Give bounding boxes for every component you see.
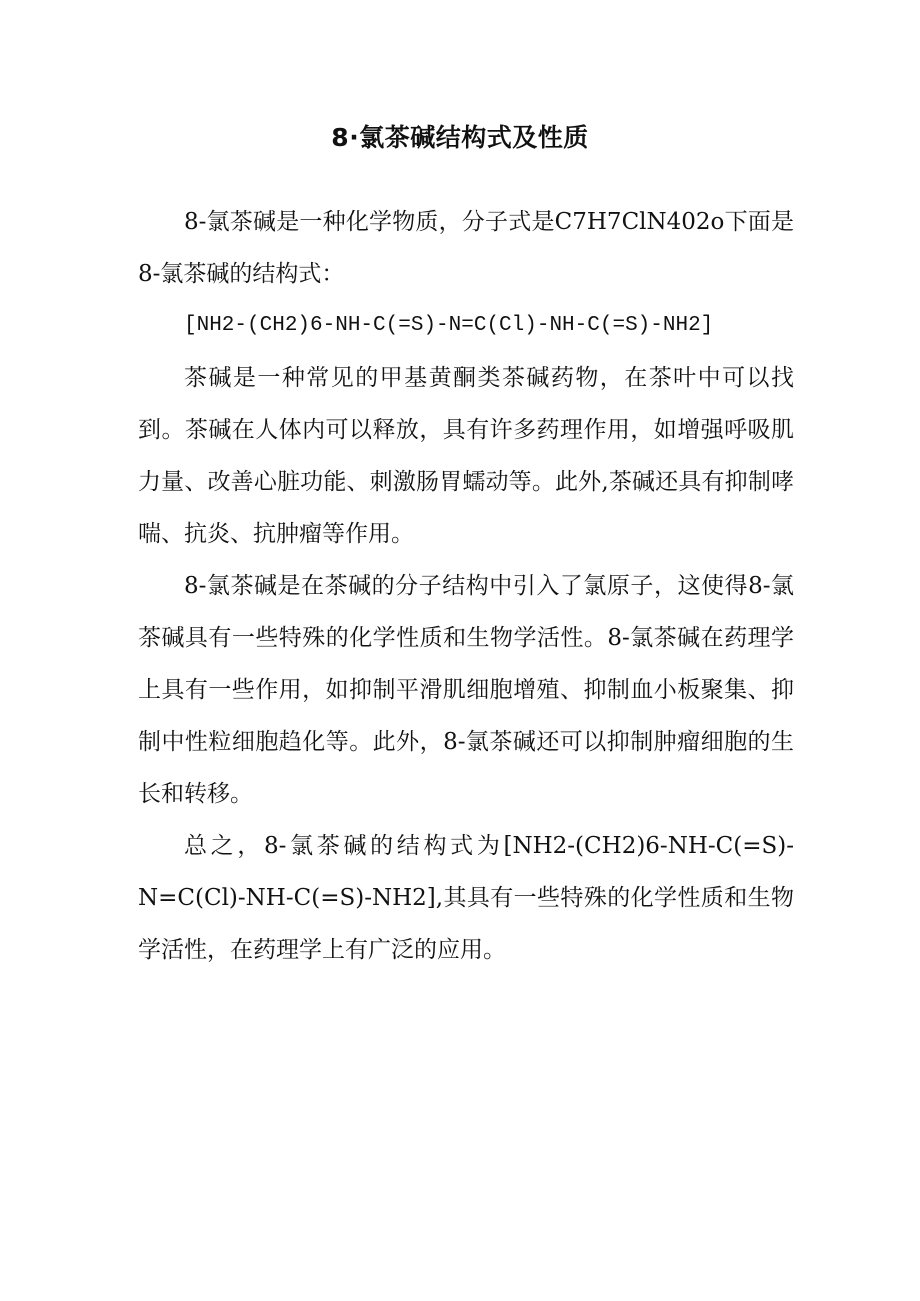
document-title: 8·氯茶碱结构式及性质 (331, 123, 589, 152)
paragraph-intro: 8-氯茶碱是一种化学物质，分子式是C7H7ClN402o下面是8-氯茶碱的结构式： (138, 209, 794, 287)
document-body (138, 196, 794, 976)
structural-formula: [NH2-(CH2)6-NH-C(=S)-N=C(Cl)-NH-C(=S)-NH2] (184, 314, 714, 337)
paragraph-theophylline: 茶碱是一种常见的甲基黄酮类茶碱药物，在茶叶中可以找到。茶碱在人体内可以释放，具有许多药理作用，如增强呼吸肌力量、改善心脏功能、刺激肠胃蠕动等。此外,茶碱还具有抑制哮喘、抗炎、抗肿瘤等作用。 (138, 365, 794, 547)
paragraph-8-chlorotheophylline: 8-氯茶碱是在茶碱的分子结构中引入了氯原子，这使得8-氯茶碱具有一些特殊的化学性质和生物学活性。8-氯茶碱在药理学上具有一些作用，如抑制平滑肌细胞增殖、抑制血小板聚集、抑制中性粒细胞趋化等。此外，8-氯茶碱还可以抑制肿瘤细胞的生长和转移。 (138, 573, 794, 807)
paragraph-summary: 总之，8-氯茶碱的结构式为[NH2-(CH2)6-NH-C(=S)-N=C(Cl)-NH-C(=S)-NH2],其具有一些特殊的化学性质和生物学活性，在药理学上有广泛的应用。 (138, 833, 794, 963)
